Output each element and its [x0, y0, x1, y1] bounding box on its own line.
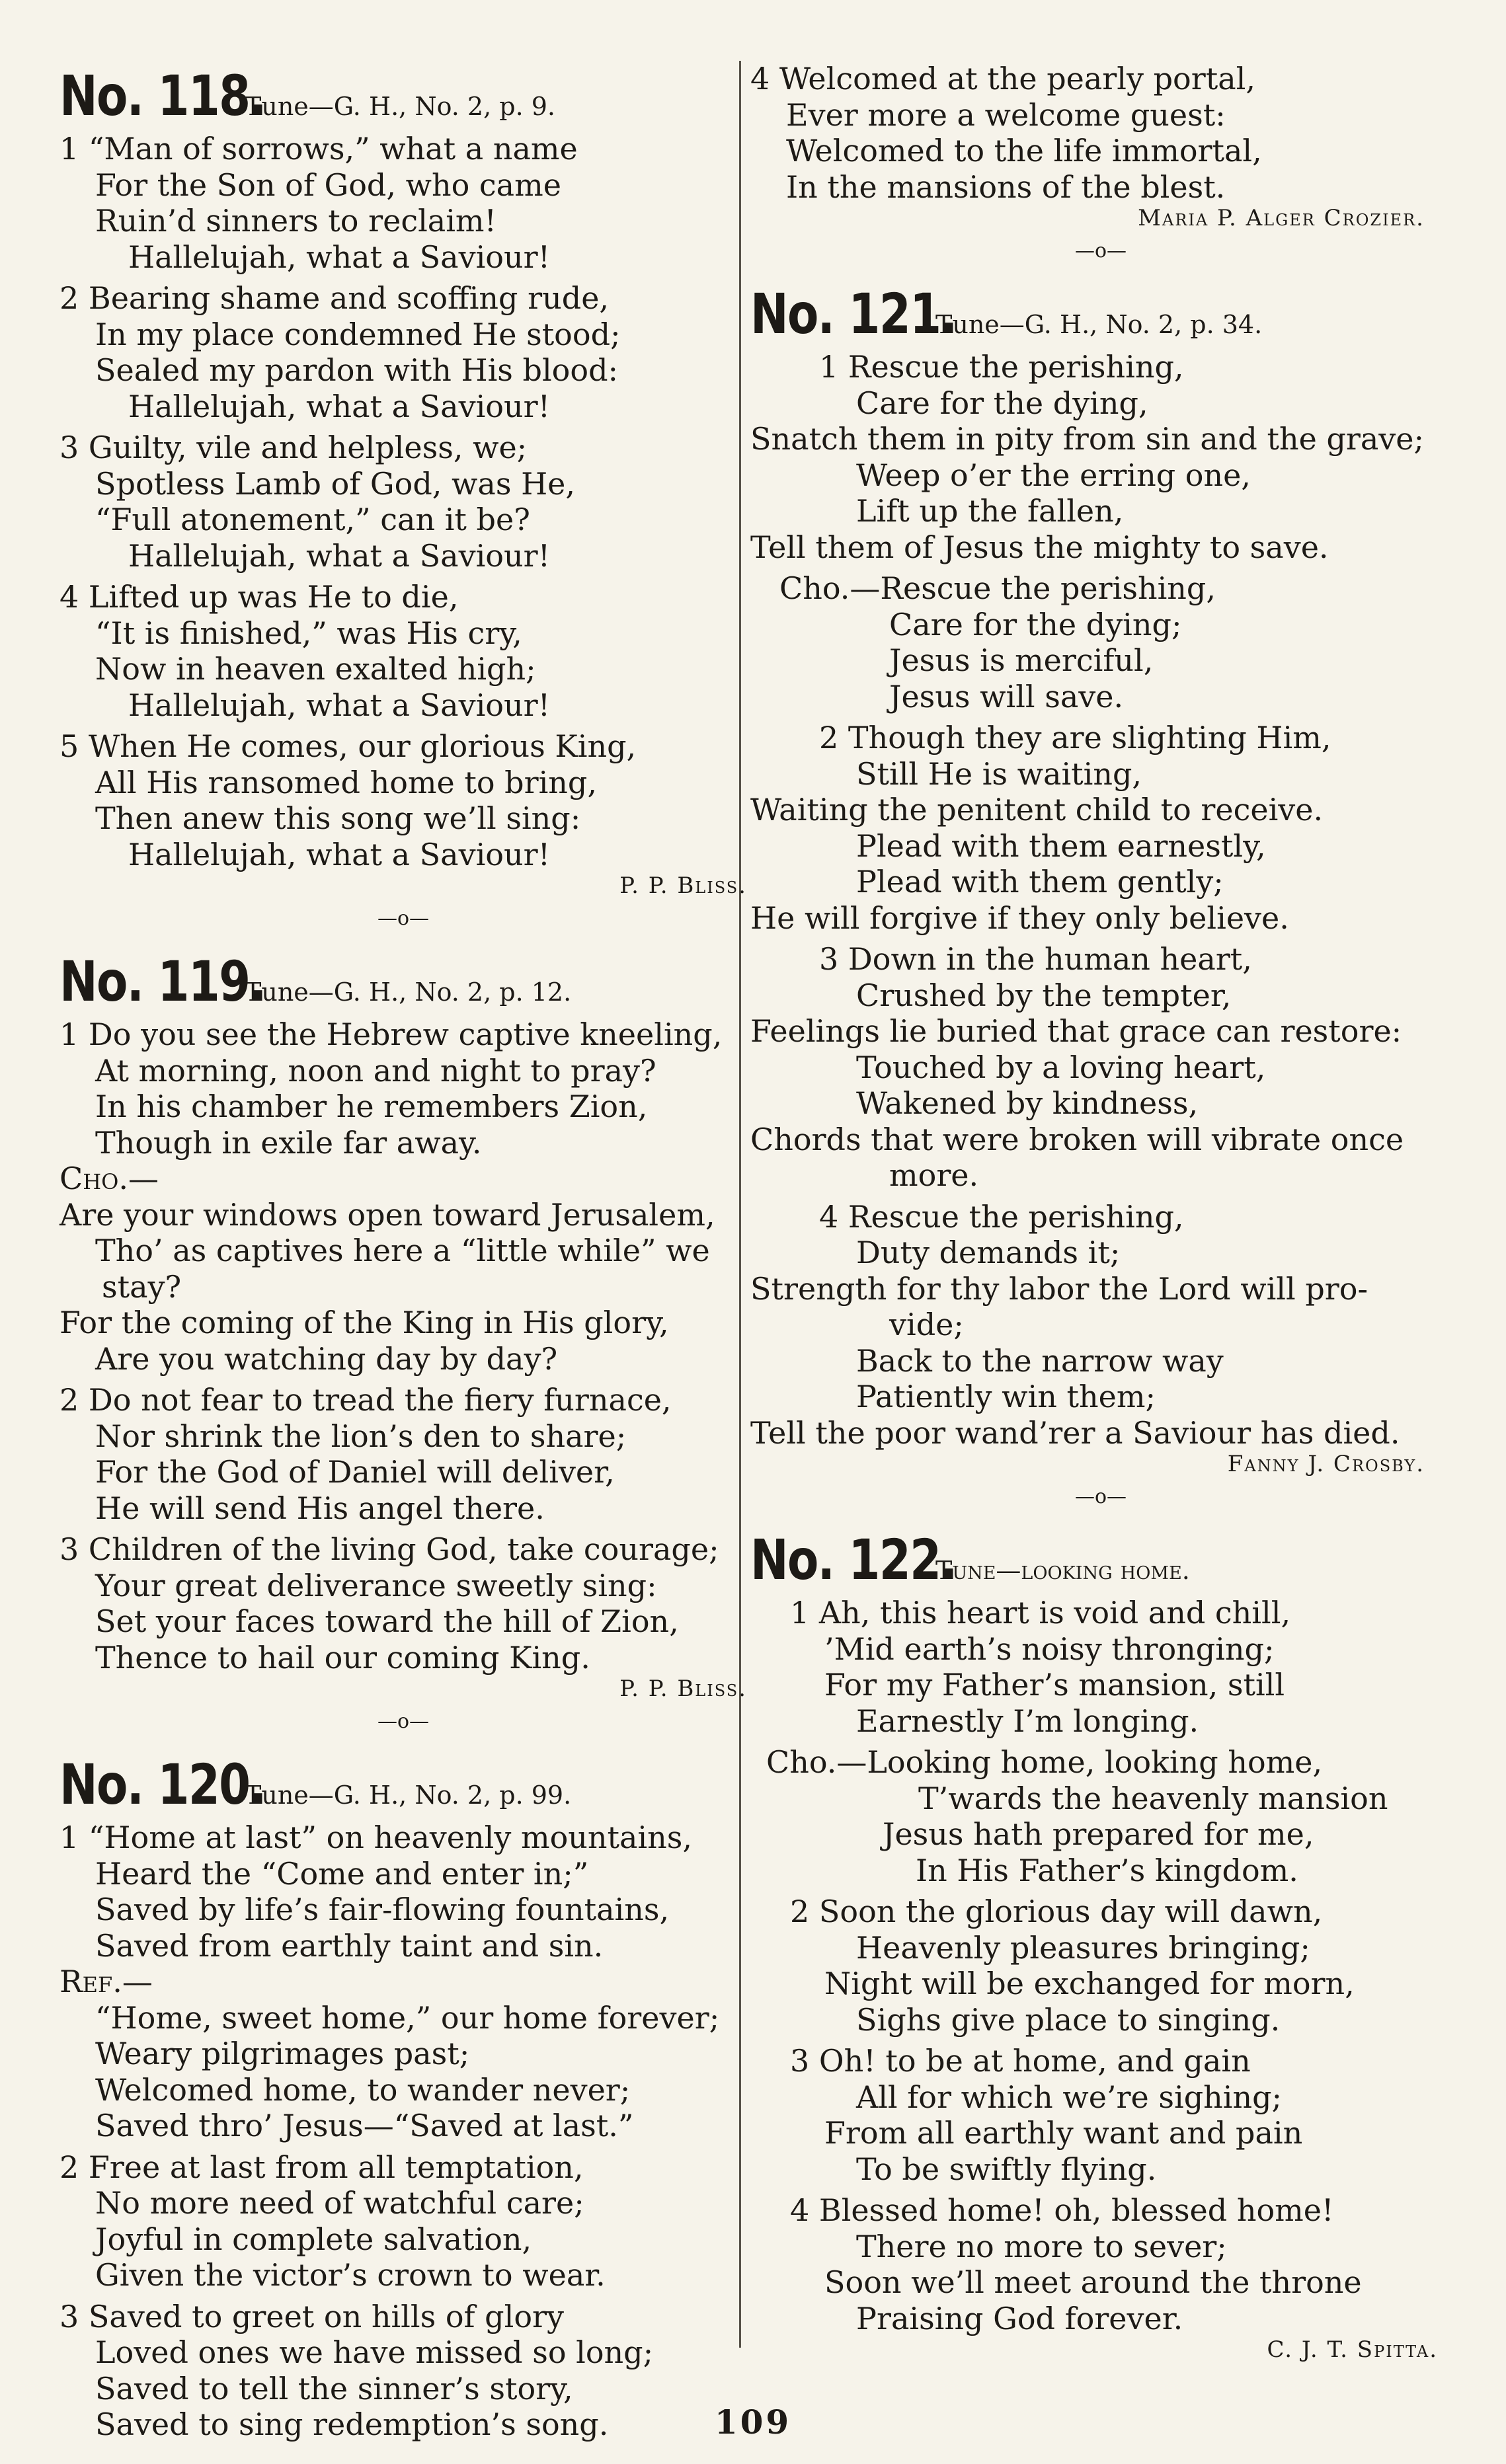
- verse-line: Touched by a loving heart,: [856, 1049, 1266, 1085]
- verse-line: Hallelujah, what a Saviour!: [128, 239, 551, 275]
- right-column: [750, 63, 1451, 2363]
- verse-line: 1 “Home at last” on heavenly mountains,: [59, 1820, 692, 1855]
- verse-line: 5 When He comes, our glorious King,: [59, 728, 637, 764]
- verse-line: In His Father’s kingdom.: [916, 1852, 1298, 1888]
- tune-reference: Tune—G. H., No. 2, p. 12.: [245, 978, 572, 1007]
- verse-line: Ever more a welcome guest:: [786, 96, 1226, 133]
- verse-line: Given the victor’s crown to wear.: [95, 2257, 606, 2293]
- verse-line: Saved to sing redemption’s song.: [95, 2406, 609, 2442]
- verse-line: 2 Do not fear to tread the fiery furnace,: [59, 1382, 672, 1418]
- verse-line: 2 Free at last from all temptation,: [59, 2149, 584, 2185]
- chorus-label: Cho.—: [59, 1161, 159, 1196]
- verse-line: 3 Oh! to be at home, and gain: [790, 2043, 1251, 2079]
- verse-line: Wakened by kindness,: [856, 1085, 1199, 1121]
- verse-line: “Home, sweet home,” our home forever;: [95, 1999, 720, 2036]
- hymn-header: [750, 282, 1451, 346]
- tune-reference: Tune—G. H., No. 2, p. 99.: [245, 1781, 572, 1810]
- verse-line: Back to the narrow way: [856, 1342, 1224, 1379]
- verse-line: Feelings lie buried that grace can restore:: [750, 1013, 1402, 1049]
- hymn-header: [59, 63, 747, 128]
- hymn-author: C. J. T. Spitta.: [1267, 2336, 1438, 2363]
- hymn-122: [750, 1527, 1451, 2363]
- verse-line: Hallelujah, what a Saviour!: [128, 388, 551, 424]
- section-separator: —o—: [377, 907, 430, 930]
- verse-line: Welcomed to the life immortal,: [786, 133, 1262, 169]
- verse-line: Heavenly pleasures bringing;: [856, 1929, 1310, 1966]
- verse-line: Still He is waiting,: [856, 755, 1142, 792]
- hymn-author: Maria P. Alger Crozier.: [1138, 205, 1425, 231]
- verse-line: In the mansions of the blest.: [786, 169, 1226, 205]
- hymn-number: No. 121.: [750, 282, 957, 346]
- verse-line: Saved by life’s fair-flowing fountains,: [95, 1892, 670, 1927]
- verse-line: 4 Lifted up was He to die,: [59, 579, 459, 615]
- refrain-label: Ref.—: [59, 1964, 153, 1999]
- verse-line: Chords that were broken will vibrate once: [750, 1121, 1404, 1157]
- hymn-author: Fanny J. Crosby.: [1227, 1451, 1425, 1477]
- hymn-120-continued: [750, 61, 1451, 266]
- section-separator: —o—: [377, 1710, 430, 1733]
- verse-line: Welcomed home, to wander never;: [95, 2071, 631, 2108]
- verse-line: 1 Ah, this heart is void and chill,: [790, 1595, 1291, 1631]
- verse-line: No more need of watchful care;: [95, 2185, 584, 2221]
- verse-line: Care for the dying;: [889, 606, 1182, 642]
- verse-line: Hallelujah, what a Saviour!: [128, 836, 551, 872]
- verse-line: Sighs give place to singing.: [856, 2001, 1281, 2038]
- hymn-number: No. 120.: [59, 1752, 266, 1817]
- verse-line: Jesus hath prepared for me,: [883, 1816, 1314, 1852]
- verse-line: There no more to sever;: [856, 2228, 1227, 2264]
- verse-line: Are your windows open toward Jerusalem,: [59, 1196, 715, 1233]
- verse-line: Earnestly I’m longing.: [856, 1703, 1199, 1739]
- verse-line: Thence to hail our coming King.: [95, 1639, 590, 1675]
- verse-line: Loved ones we have missed so long;: [95, 2334, 654, 2370]
- verse-line: 2 Soon the glorious day will dawn,: [790, 1894, 1323, 1929]
- hymn-120: [59, 1752, 747, 2443]
- verse-line: Night will be exchanged for morn,: [824, 1966, 1355, 2001]
- verse-line: Your great deliverance sweetly sing:: [95, 1567, 657, 1603]
- verse-line: To be swiftly flying.: [856, 2151, 1157, 2187]
- verse-line: Praising God forever.: [856, 2300, 1183, 2336]
- verse-line: He will forgive if they only believe.: [750, 900, 1289, 936]
- chorus-line: Cho.—Rescue the perishing,: [779, 570, 1216, 606]
- verse-line: Joyful in complete salvation,: [95, 2221, 532, 2257]
- verse-line: Tell them of Jesus the mighty to save.: [750, 529, 1329, 565]
- verse-line: Weary pilgrimages past;: [95, 2036, 470, 2071]
- hymn-number: No. 122.: [750, 1527, 957, 1592]
- verse-line: Hallelujah, what a Saviour!: [128, 687, 551, 723]
- verse-line: 3 Children of the living God, take courage;: [59, 1531, 719, 1567]
- page-number: 109: [714, 2403, 792, 2442]
- verse-line: Set your faces toward the hill of Zion,: [95, 1603, 679, 1639]
- verse-line: 1 “Man of sorrows,” what a name: [59, 131, 578, 167]
- verse-line: 2 Though they are slighting Him,: [819, 720, 1331, 755]
- hymn-header: [750, 1527, 1451, 1592]
- chorus-line: Cho.—Looking home, looking home,: [766, 1744, 1323, 1780]
- verse-line: Patiently win them;: [856, 1379, 1156, 1414]
- verse-line: Hallelujah, what a Saviour!: [128, 537, 551, 574]
- verse-line: Strength for thy labor the Lord will pro-: [750, 1270, 1368, 1307]
- verse-line: Spotless Lamb of God, was He,: [95, 465, 576, 502]
- verse-line: Saved to tell the sinner’s story,: [95, 2370, 573, 2406]
- verse-line: vide;: [889, 1307, 964, 1342]
- verse-line: Waiting the penitent child to receive.: [750, 792, 1324, 828]
- verse-line: more.: [889, 1157, 979, 1193]
- verse-line: Crushed by the tempter,: [856, 977, 1232, 1013]
- verse-line: For the God of Daniel will deliver,: [95, 1454, 615, 1490]
- verse-line: Saved thro’ Jesus—“Saved at last.”: [95, 2108, 634, 2143]
- verse-line: Plead with them earnestly,: [856, 828, 1266, 864]
- verse-line: Ruin’d sinners to reclaim!: [95, 203, 497, 239]
- section-separator: —o—: [1074, 239, 1127, 262]
- hymn-author: P. P. Bliss.: [619, 1675, 747, 1702]
- hymn-number: No. 118.: [59, 63, 266, 128]
- verse-line: Duty demands it;: [856, 1235, 1121, 1270]
- hymn-118: [59, 63, 747, 933]
- verse-line: Weep o’er the erring one,: [856, 457, 1251, 493]
- verse-line: “It is finished,” was His cry,: [95, 615, 522, 651]
- verse-line: 4 Blessed home! oh, blessed home!: [790, 2192, 1334, 2228]
- verse-line: 1 Do you see the Hebrew captive kneeling,: [59, 1017, 723, 1052]
- verse-line: 3 Guilty, vile and helpless, we;: [59, 430, 528, 465]
- verse-line: ’Mid earth’s noisy thronging;: [824, 1631, 1275, 1667]
- hymn-121: [750, 282, 1451, 1512]
- verse-line: Though in exile far away.: [95, 1124, 482, 1161]
- verse-line: All for which we’re sighing;: [856, 2079, 1283, 2115]
- verse-line: Are you watching day by day?: [95, 1340, 558, 1377]
- verse-line: 3 Down in the human heart,: [819, 941, 1252, 977]
- hymn-header: [59, 949, 747, 1014]
- verse-line: Nor shrink the lion’s den to share;: [95, 1418, 627, 1454]
- verse-line: “Full atonement,” can it be?: [95, 502, 530, 537]
- verse-line: 4 Welcomed at the pearly portal,: [750, 61, 1255, 96]
- verse-line: Saved from earthly taint and sin.: [95, 1927, 604, 1964]
- hymn-119: [59, 949, 747, 1736]
- tune-reference: Tune—looking home.: [935, 1556, 1190, 1585]
- verse-line: 2 Bearing shame and scoffing rude,: [59, 280, 610, 316]
- verse-line: From all earthly want and pain: [824, 2115, 1303, 2151]
- verse-line: Jesus is merciful,: [889, 642, 1154, 678]
- verse-line: stay?: [102, 1268, 182, 1305]
- hymn-author: P. P. Bliss.: [619, 872, 747, 899]
- verse-line: 3 Saved to greet on hills of glory: [59, 2298, 564, 2334]
- verse-line: All His ransomed home to bring,: [95, 764, 597, 800]
- verse-line: Lift up the fallen,: [856, 493, 1124, 529]
- verse-line: Care for the dying,: [856, 385, 1148, 421]
- verse-line: Then anew this song we’ll sing:: [95, 800, 581, 836]
- verse-line: Soon we’ll meet around the throne: [824, 2264, 1362, 2300]
- left-column: [59, 63, 747, 2443]
- verse-line: He will send His angel there.: [95, 1490, 545, 1526]
- verse-line: Plead with them gently;: [856, 864, 1224, 900]
- tune-reference: Tune—G. H., No. 2, p. 9.: [245, 92, 556, 121]
- hymn-header: [59, 1752, 747, 1817]
- verse-line: 4 Rescue the perishing,: [819, 1198, 1184, 1235]
- verse-line: Sealed my pardon with His blood:: [95, 352, 619, 388]
- verse-line: Snatch them in pity from sin and the grave;: [750, 421, 1425, 457]
- section-separator: —o—: [1074, 1485, 1127, 1508]
- verse-line: 1 Rescue the perishing,: [819, 349, 1184, 385]
- verse-line: At morning, noon and night to pray?: [95, 1052, 656, 1089]
- verse-line: T’wards the heavenly mansion: [918, 1780, 1388, 1816]
- verse-line: In my place condemned He stood;: [95, 316, 621, 352]
- verse-line: Tho’ as captives here a “little while” we: [95, 1233, 710, 1268]
- verse-line: In his chamber he remembers Zion,: [95, 1089, 648, 1124]
- verse-line: For the Son of God, who came: [95, 167, 561, 203]
- verse-line: For my Father’s mansion, still: [824, 1667, 1285, 1703]
- verse-line: Heard the “Come and enter in;”: [95, 1855, 589, 1892]
- verse-line: Now in heaven exalted high;: [95, 651, 536, 687]
- verse-line: Jesus will save.: [889, 678, 1124, 714]
- verse-line: For the coming of the King in His glory,: [59, 1305, 669, 1340]
- tune-reference: Tune—G. H., No. 2, p. 34.: [935, 310, 1263, 339]
- hymn-number: No. 119.: [59, 949, 266, 1014]
- verse-line: Tell the poor wand’rer a Saviour has died.: [750, 1414, 1400, 1451]
